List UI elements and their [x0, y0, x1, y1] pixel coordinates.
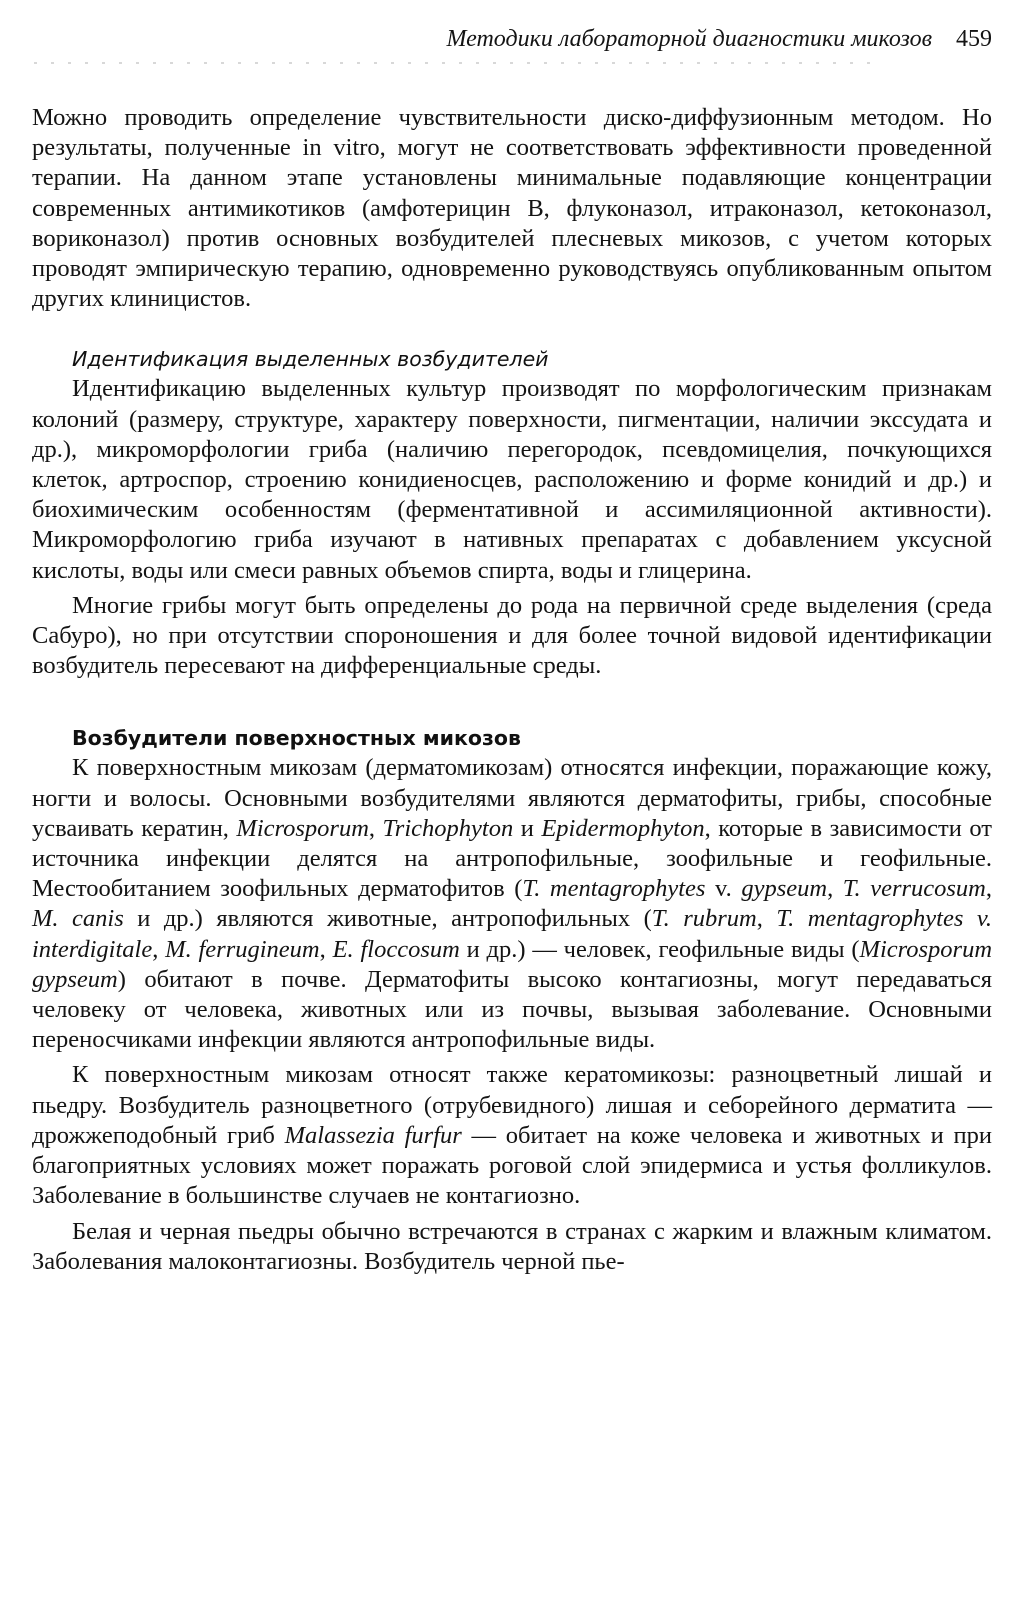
superficial-paragraph-3: Белая и черная пьедры обычно встречаются в странах с жарким и влажным климатом. Заболевания малоконтагиозны. Возбудитель черной пье-: [32, 1217, 992, 1275]
text-run: ,: [368, 814, 383, 842]
species-name: E. floccosum: [332, 935, 460, 963]
text-run: К поверхностным микозам (дерматомикозам) относятся инфекции, поражающие кожу, ногти и волосы. Основными возбудителями являются дерматофиты, грибы, способные усваивать кератин,: [32, 754, 992, 842]
text-run: и др.) — человек, геофильные виды (: [459, 935, 860, 963]
page-body: [32, 103, 992, 1277]
identification-paragraph-2: Многие грибы могут быть определены до рода на первичной среде выделения (среда Сабуро), но при отсутствии спороношения и для более точной видовой идентификации возбудитель пересевают на дифференциальные среды.: [32, 591, 992, 680]
text-run: ,: [985, 875, 992, 903]
intro-paragraph: Можно проводить определение чувствительности диско-диффузионным методом. Но результаты, полученные in vitro, могут не соответствовать эффективности проведенной терапии. На данном этапе установлены минимальные подавляющие концентрации современных антимикотиков (амфотерицин В, флуконазол, итраконазол, кетоконазол, вориконазол) против основных возбудителей плесневых микозов, с учетом которых проводят эмпирическую терапию, одновременно руководствуясь опубликованным опытом других клиницистов.: [32, 104, 992, 313]
text-run: ,: [756, 905, 777, 933]
superficial-paragraph-1: [32, 753, 992, 1055]
species-name: M. canis: [32, 905, 124, 933]
running-title: Методики лабораторной диагностики микозов: [446, 26, 932, 52]
text-run: и: [513, 814, 542, 842]
superficial-paragraph-2: [32, 1060, 992, 1211]
text-run: ,: [827, 875, 843, 903]
species-name: Trichophyton: [382, 814, 514, 842]
species-name: Microsporum: [236, 814, 369, 842]
page-number: 459: [956, 26, 992, 52]
section-heading-identification: Идентификация выделенных возбудителей: [72, 347, 549, 372]
text-run: и др.) являются животные, антропофильных (: [123, 905, 652, 933]
species-name: Microsporum gypseum: [32, 935, 993, 993]
text-run: ,: [319, 935, 333, 963]
running-header: [32, 22, 992, 56]
species-name: Malassezia furfur: [284, 1121, 462, 1149]
text-run: ) обитают в почве. Дерматофиты высоко контагиозны, могут передаваться человеку от человека, животных или из почвы, вызывая заболевание. Основными переносчиками инфекции являются антропофильные виды.: [32, 965, 992, 1054]
text-run: , которые в зависимости от источника инфекции делятся на антропофильные, зоофильные и геофильные. Местообитанием зоофильных дерматофитов (: [32, 814, 993, 903]
species-name: Epidermophyton: [541, 814, 705, 842]
species-name: M. ferrugineum: [165, 935, 320, 963]
species-name: gypseum: [741, 875, 828, 903]
header-scan-noise: [34, 62, 874, 64]
identification-paragraph-1: Идентификацию выделенных культур производят по морфологическим признакам колоний (размеру, структуре, характеру поверхности, пигментации, наличии экссудата и др.), микроморфологии гриба (наличию перегородок, псевдомицелия, почкующихся клеток, артроспор, строению конидиеносцев, расположению и форме конидий и др.) и биохимическим особенностям (ферментативной и ассимиляционной активности). Микроморфологию гриба изучают в нативных препаратах с добавлением уксусной кислоты, воды или смеси равных объемов спирта, воды и глицерина.: [32, 375, 992, 584]
species-name: T. rubrum: [651, 905, 757, 933]
section-heading-superficial-mycoses: Возбудители поверхностных микозов: [72, 726, 521, 751]
text-run: К поверхностным микозам относят также кератомикозы: разноцветный лишай и пьедру. Возбудитель разноцветного (отрубевидного) лишая и себорейного дерматита — дрожжеподобный гриб: [32, 1061, 992, 1149]
text-run: ,: [152, 935, 166, 963]
species-name: T. mentagrophytes: [522, 875, 706, 903]
species-name: T. mentagrophytes v. interdigitale: [32, 905, 993, 963]
text-run: v.: [705, 875, 742, 903]
species-name: T. verrucosum: [842, 875, 986, 903]
text-run: — обитает на коже человека и животных и при благоприятных условиях может поражать роговой слой эпидермиса и устья фолликулов. Заболевание в большинстве случаев не контагиозно.: [32, 1121, 992, 1210]
